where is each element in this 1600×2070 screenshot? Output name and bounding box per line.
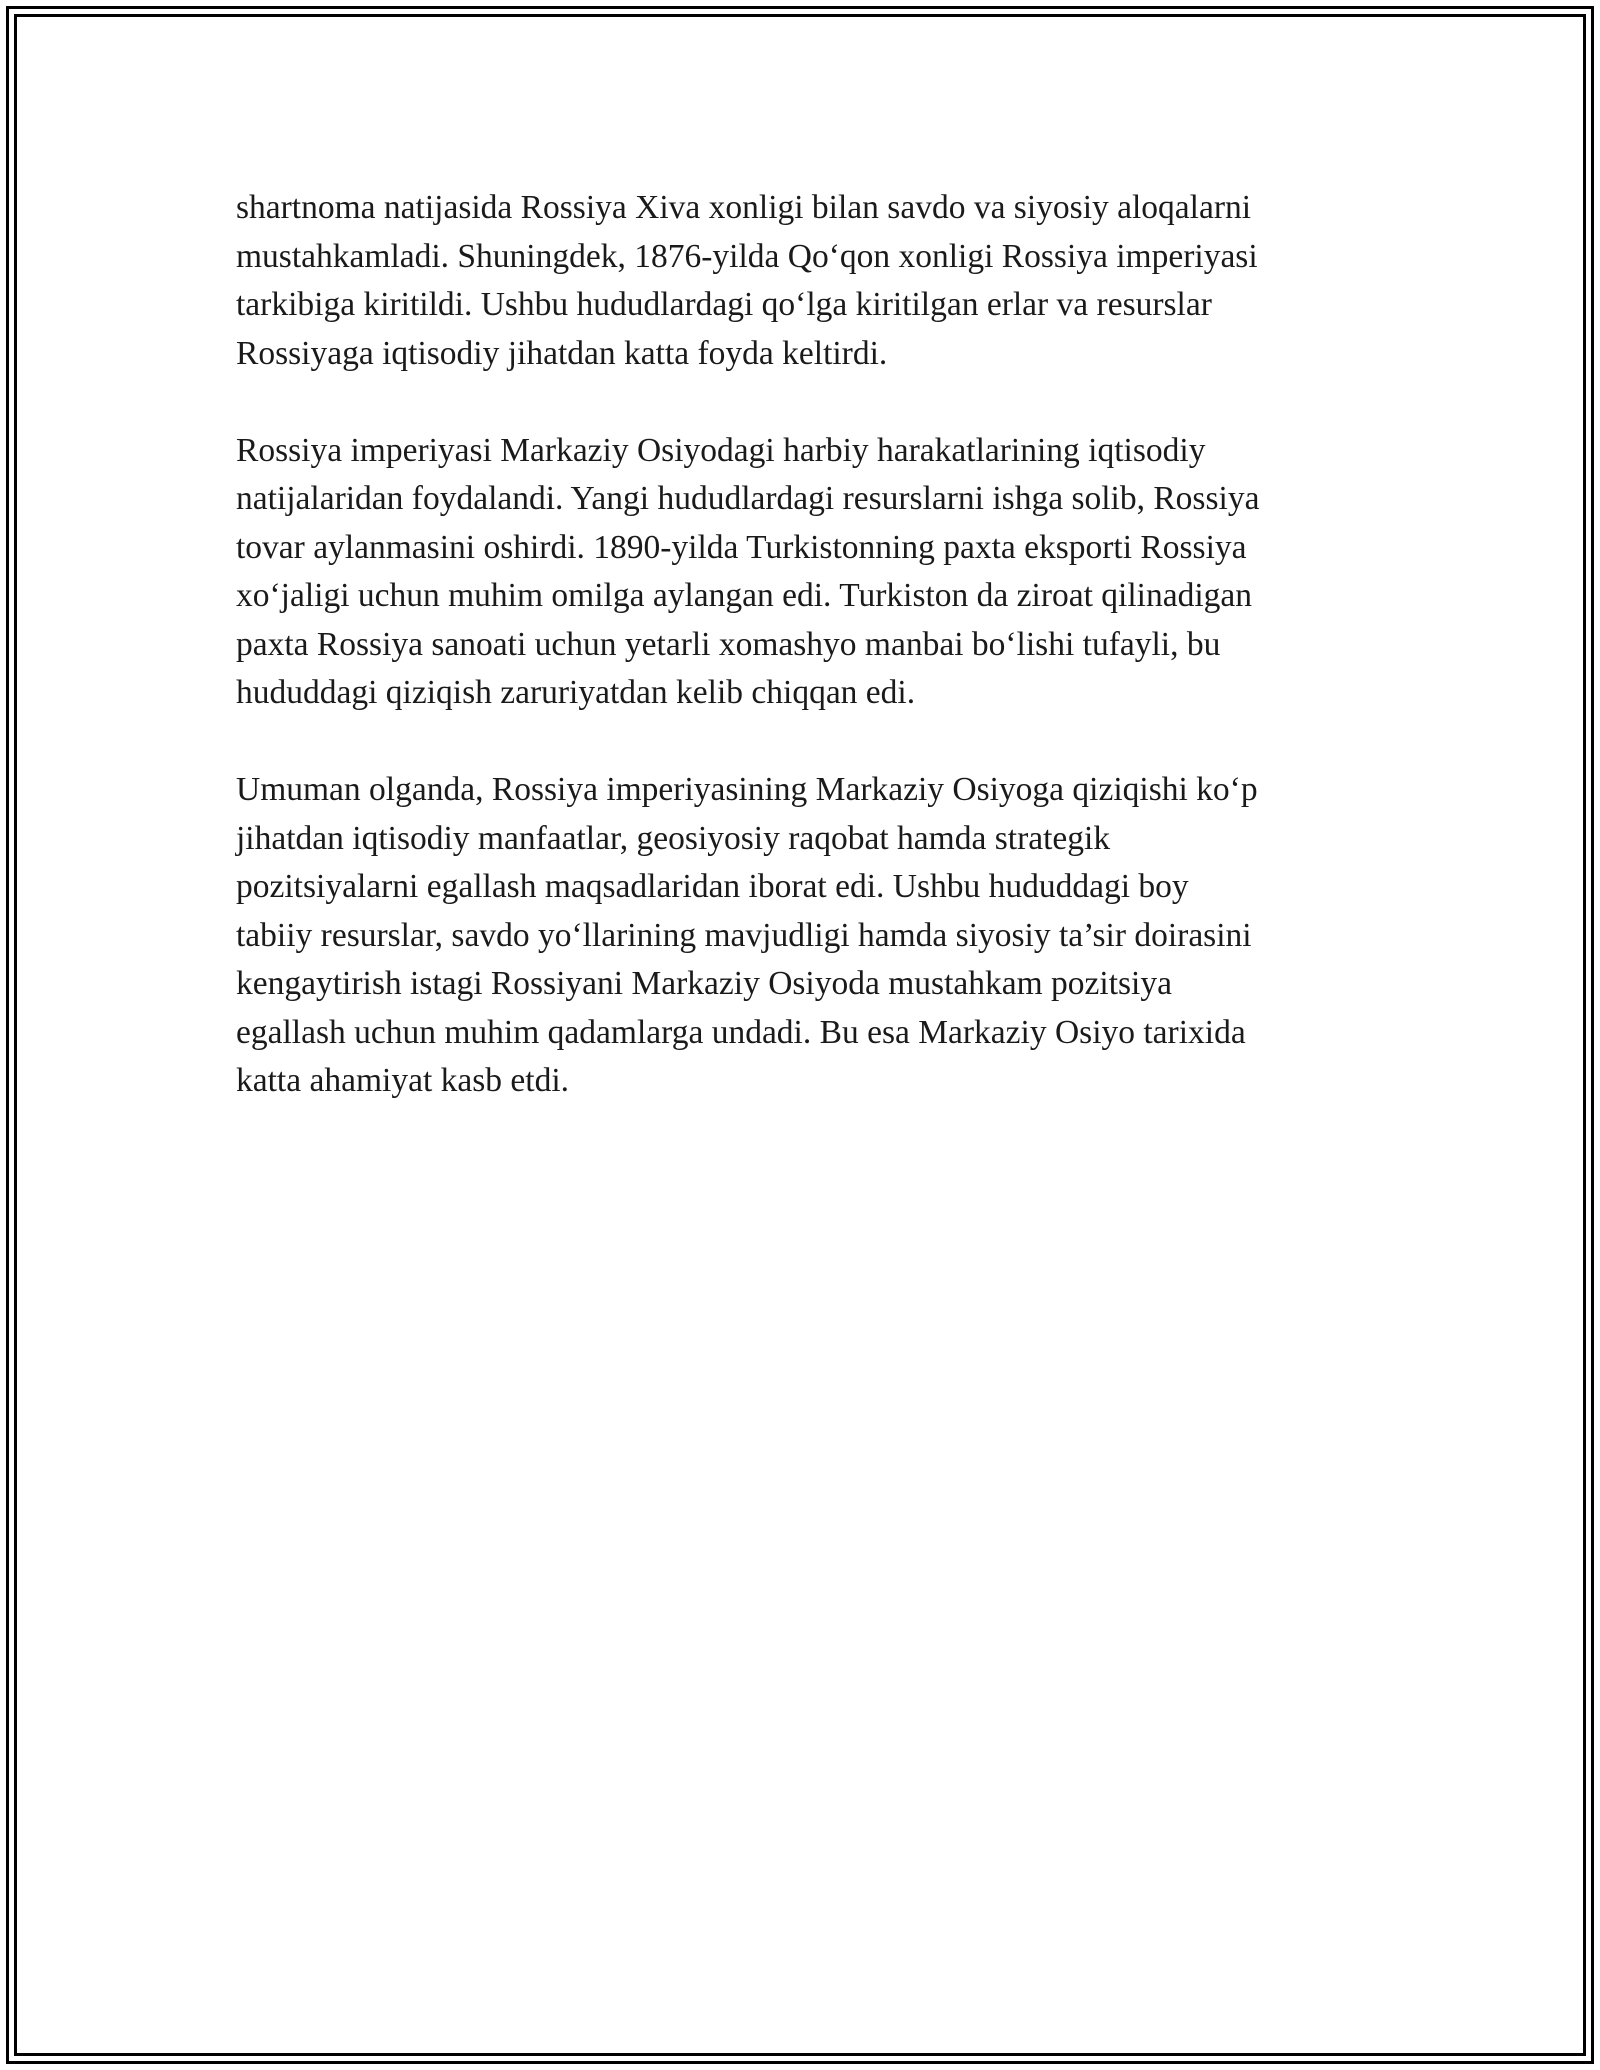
text-line: natijalaridan foydalandi. Yangi hududlardagi resurslarni ishga solib, Rossiya xyxy=(236,480,1260,517)
text-line: pozitsiyalarni egallash maqsadlaridan iborat edi. Ushbu hududdagi boy xyxy=(236,868,1189,905)
document-body xyxy=(236,184,1396,1154)
text-line: hududdagi qiziqish zaruriyatdan kelib chiqqan edi. xyxy=(236,674,916,711)
paragraph-2 xyxy=(236,427,1396,718)
text-line: tovar aylanmasini oshirdi. 1890-yilda Turkistonning paxta eksporti Rossiya xyxy=(236,528,1247,566)
paragraph-1 xyxy=(236,184,1396,378)
text-line: Rossiya imperiyasi Markaziy Osiyodagi harbiy harakatlarining iqtisodiy xyxy=(236,431,1206,469)
text-line: jihatdan iqtisodiy manfaatlar, geosiyosiy raqobat hamda strategik xyxy=(236,819,1111,857)
text-line: katta ahamiyat kasb etdi. xyxy=(236,1062,570,1099)
text-line: kengaytirish istagi Rossiyani Markaziy Osiyoda mustahkam pozitsiya xyxy=(236,965,1172,1002)
text-line: Rossiyaga iqtisodiy jihatdan katta foyda keltirdi. xyxy=(236,334,888,372)
text-line: shartnoma natijasida Rossiya Xiva xonligi bilan savdo va siyosiy aloqalarni xyxy=(236,189,1252,226)
text-line: tarkibiga kiritildi. Ushbu hududlardagi qo‘lga kiritilgan erlar va resurslar xyxy=(236,286,1212,323)
text-line: egallash uchun muhim qadamlarga undadi. Bu esa Markaziy Osiyo tarixida xyxy=(236,1013,1246,1051)
text-line: Umuman olganda, Rossiya imperiyasining Markaziy Osiyoga qiziqishi ko‘p xyxy=(236,771,1258,808)
text-line: tabiiy resurslar, savdo yo‘llarining mavjudligi hamda siyosiy ta’sir doirasini xyxy=(236,916,1252,954)
text-line: paxta Rossiya sanoati uchun yetarli xomashyo manbai bo‘lishi tufayli, bu xyxy=(236,625,1221,663)
text-line: mustahkamladi. Shuningdek, 1876-yilda Qo‘qon xonligi Rossiya imperiyasi xyxy=(236,237,1258,275)
text-line: xo‘jaligi uchun muhim omilga aylangan edi. Turkiston da ziroat qilinadigan xyxy=(236,577,1253,614)
paragraph-3 xyxy=(236,766,1396,1106)
